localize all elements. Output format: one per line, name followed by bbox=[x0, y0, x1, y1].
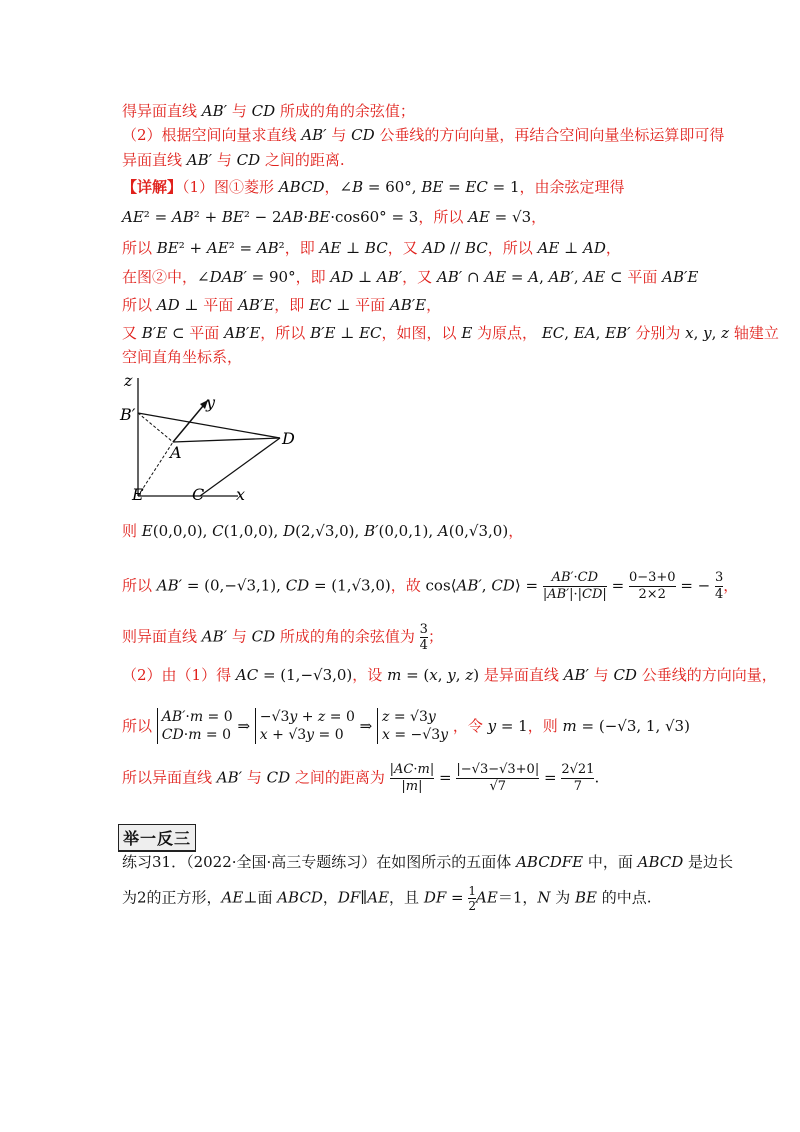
label-c: C bbox=[192, 485, 205, 504]
text-line-12: 所以 AB′ = (0,−√3,1), CD = (1,√3,0)，故 cos⟨AB′, CD⟩ = $\frac{AB'\cdot CD}{|AB'|\cdot|CD|}$ = $\frac{0-3+0}{2\times 2}$ = − $\frac{3}{4}$ ， bbox=[122, 570, 739, 602]
text-line-10: 空间直角坐标系， bbox=[122, 348, 243, 366]
text-line-3: 异面直线 AB′ 与 CD 之间的距离. bbox=[122, 151, 345, 169]
label-z: z bbox=[124, 371, 133, 390]
edge-bd bbox=[138, 413, 280, 438]
exercise-line-2: 为2的正方形，AE⊥面 ABCD，DF∥AE，且 DF = $\frac{1}{2}$ AE＝1，N 为 BE 的中点. bbox=[122, 884, 652, 913]
label-x: x bbox=[236, 485, 246, 504]
text-line-15: 所以 AB′·m = 0 CD·m = 0 ⇒ −√3y + z = 0 x + √3y = 0 ⇒ z = √3y x = −√3y ，令 y = 1，则 m = (−√3, 1, √3) bbox=[122, 709, 690, 743]
text-line-16: 所以异面直线 AB′ 与 CD 之间的距离为 $\frac{|AC\cdot m|}{|m|}$ = $\frac{|-√3-√3+0|}{√7}$ = $\frac{2√21}{7}$ . bbox=[122, 762, 600, 794]
label-e: E bbox=[132, 485, 144, 504]
text-line-4: 【详解】（1）图①菱形 ABCD，∠B = 60°, BE = EC = 1，由余弦定理得 bbox=[122, 178, 625, 196]
text-line-5: AE² = AB² + BE² − 2AB·BE·cos60° = 3，所以 AE = √3， bbox=[122, 208, 547, 226]
text-line-11: 则 E(0,0,0), C(1,0,0), D(2,√3,0), B′(0,0,1), A(0,√3,0)， bbox=[122, 522, 524, 540]
label-b: B′ bbox=[120, 405, 136, 424]
label-d: D bbox=[282, 429, 295, 448]
text-line-1: 得异面直线 AB′ 与 CD 所成的角的余弦值； bbox=[122, 102, 415, 120]
text-line-6: 所以 BE² + AE² = AB²，即 AE ⊥ BC，又 AD // BC，所以 AE ⊥ AD， bbox=[122, 239, 621, 257]
text-line-8: 所以 AD ⊥ 平面 AB′E，即 EC ⊥ 平面 AB′E， bbox=[122, 296, 442, 314]
text-line-13: 则异面直线 AB′ 与 CD 所成的角的余弦值为 $\frac{3}{4}$ ； bbox=[122, 622, 443, 653]
detail-tag: 【详解】 bbox=[122, 178, 183, 196]
label-a: A bbox=[170, 443, 182, 462]
text-line-9: 又 B′E ⊂ 平面 AB′E，所以 B′E ⊥ EC，如图，以 E 为原点， EC, EA, EB′ 分别为 x, y, z 轴建立 bbox=[122, 324, 779, 342]
coordinate-figure bbox=[118, 368, 318, 508]
text-line-7: 在图②中，∠DAB′ = 90°，即 AD ⊥ AB′，又 AB′ ∩ AE = A, AB′, AE ⊂ 平面 AB′E bbox=[122, 268, 699, 286]
exercise-line-1: 练习31．（2022·全国·高三专题练习）在如图所示的五面体 ABCDFE 中，面 ABCD 是边长 bbox=[122, 853, 734, 871]
edge-ad bbox=[173, 438, 280, 442]
text-line-2: （2）根据空间向量求直线 AB′ 与 CD 公垂线的方向向量，再结合空间向量坐标运算即可得 bbox=[122, 126, 725, 144]
section-heading: 举一反三 bbox=[118, 824, 196, 852]
label-y: y bbox=[206, 393, 216, 412]
text-line-14: （2）由（1）得 AC = (1,−√3,0)，设 m = (x, y, z) 是异面直线 AB′ 与 CD 公垂线的方向向量， bbox=[122, 666, 777, 684]
edge-ba-dashed bbox=[138, 413, 173, 442]
